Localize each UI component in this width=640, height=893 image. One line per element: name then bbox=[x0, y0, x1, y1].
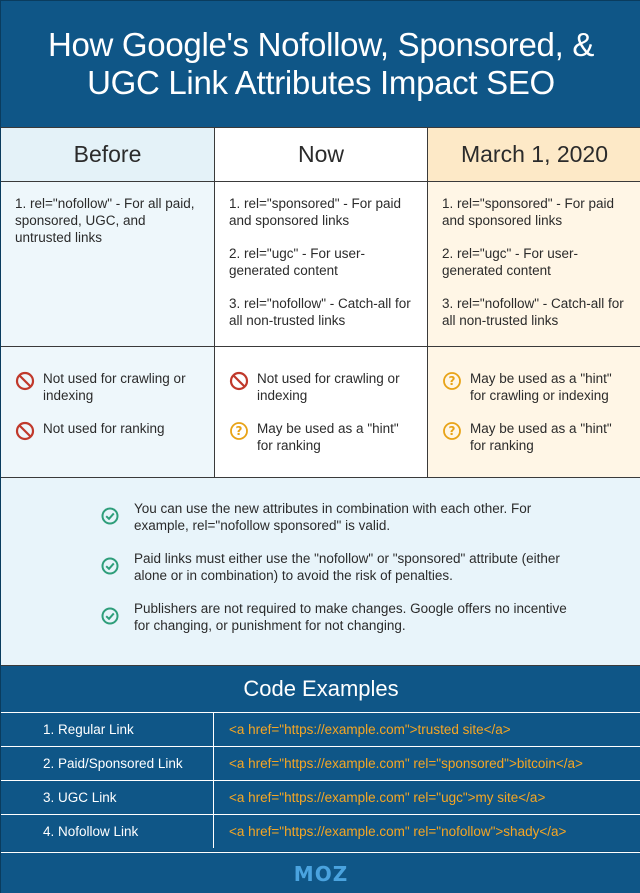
definitions bbox=[1, 183, 214, 347]
usage-item bbox=[15, 370, 204, 404]
definitions bbox=[215, 183, 427, 347]
svg-text:?: ? bbox=[448, 374, 456, 389]
check-icon bbox=[101, 607, 119, 625]
no-icon bbox=[15, 421, 35, 441]
code-label: 1. Regular Link bbox=[1, 713, 214, 746]
comparison-grid bbox=[1, 127, 640, 477]
note-item bbox=[101, 600, 571, 634]
usage-text: Not used for crawling or indexing bbox=[43, 371, 186, 403]
notes-section bbox=[1, 477, 640, 665]
definition-item: 3. rel="nofollow" - Catch-all for all non-trusted links bbox=[229, 296, 411, 328]
code-row bbox=[1, 780, 640, 814]
note-text: Publishers are not required to make changes. Google offers no incentive for changing, or punishment for not changing. bbox=[134, 601, 567, 633]
note-text: Paid links must either use the "nofollow" or "sponsored" attribute (either alone or in combination) to avoid the risk of penalties. bbox=[134, 551, 560, 583]
title-line-1: How Google's Nofollow, Sponsored, & bbox=[47, 26, 595, 63]
check-icon bbox=[101, 507, 119, 525]
definition-item: 1. rel="sponsored" - For paid and sponsored links bbox=[229, 196, 402, 228]
title-line-2: UGC Link Attributes Impact SEO bbox=[87, 64, 555, 101]
code-row bbox=[1, 746, 640, 780]
definition-item: 2. rel="ugc" - For user-generated content bbox=[229, 246, 366, 278]
no-icon bbox=[229, 371, 249, 391]
no-icon bbox=[15, 371, 35, 391]
note-item bbox=[101, 550, 571, 584]
definition-item: 2. rel="ugc" - For user-generated content bbox=[442, 246, 579, 278]
definition-item: 3. rel="nofollow" - Catch-all for all non-trusted links bbox=[442, 296, 624, 328]
code-snippet: <a href="https://example.com" rel="sponsored">bitcoin</a> bbox=[229, 756, 583, 771]
usage-text: May be used as a "hint" for crawling or indexing bbox=[470, 371, 612, 403]
column-title: Before bbox=[1, 128, 214, 182]
usage-text: Not used for crawling or indexing bbox=[257, 371, 400, 403]
question-icon bbox=[229, 421, 249, 441]
code-label: 4. Nofollow Link bbox=[1, 815, 214, 848]
code-row bbox=[1, 814, 640, 848]
page-title bbox=[48, 26, 594, 102]
usage-list bbox=[428, 348, 640, 478]
definition-item: 1. rel="sponsored" - For paid and sponsored links bbox=[442, 196, 615, 228]
code-row bbox=[1, 712, 640, 746]
definitions bbox=[428, 183, 640, 347]
usage-item bbox=[442, 370, 631, 404]
usage-item bbox=[229, 370, 417, 404]
code-examples-title: Code Examples bbox=[243, 676, 399, 701]
usage-text: May be used as a "hint" for ranking bbox=[470, 421, 612, 453]
question-icon bbox=[442, 371, 462, 391]
usage-text: May be used as a "hint" for ranking bbox=[257, 421, 399, 453]
header bbox=[1, 1, 640, 127]
column-now bbox=[214, 128, 428, 478]
column-march-2020 bbox=[428, 128, 640, 478]
column-before bbox=[1, 128, 214, 478]
code-snippet: <a href="https://example.com">trusted site</a> bbox=[229, 722, 511, 737]
svg-text:?: ? bbox=[235, 424, 243, 439]
usage-item bbox=[15, 420, 204, 441]
code-snippet: <a href="https://example.com" rel="nofollow">shady</a> bbox=[229, 824, 567, 839]
code-examples-section bbox=[1, 665, 640, 851]
note-item bbox=[101, 500, 571, 534]
usage-item bbox=[229, 420, 417, 454]
code-snippet: <a href="https://example.com" rel="ugc">my site</a> bbox=[229, 790, 546, 805]
code-label: 2. Paid/Sponsored Link bbox=[1, 747, 214, 780]
svg-text:?: ? bbox=[448, 424, 456, 439]
footer bbox=[1, 852, 640, 893]
usage-list bbox=[1, 348, 214, 478]
usage-list bbox=[215, 348, 427, 478]
usage-text: Not used for ranking bbox=[43, 421, 165, 436]
usage-item bbox=[442, 420, 631, 454]
check-icon bbox=[101, 557, 119, 575]
note-text: You can use the new attributes in combination with each other. For example, rel="nofollow sponsored" is valid. bbox=[134, 501, 532, 533]
question-icon bbox=[442, 421, 462, 441]
column-title: Now bbox=[215, 128, 427, 182]
code-label: 3. UGC Link bbox=[1, 781, 214, 814]
moz-logo: MOZ bbox=[293, 861, 349, 886]
definition-item: 1. rel="nofollow" - For all paid, sponsored, UGC, and untrusted links bbox=[15, 196, 195, 245]
column-title: March 1, 2020 bbox=[428, 128, 640, 182]
